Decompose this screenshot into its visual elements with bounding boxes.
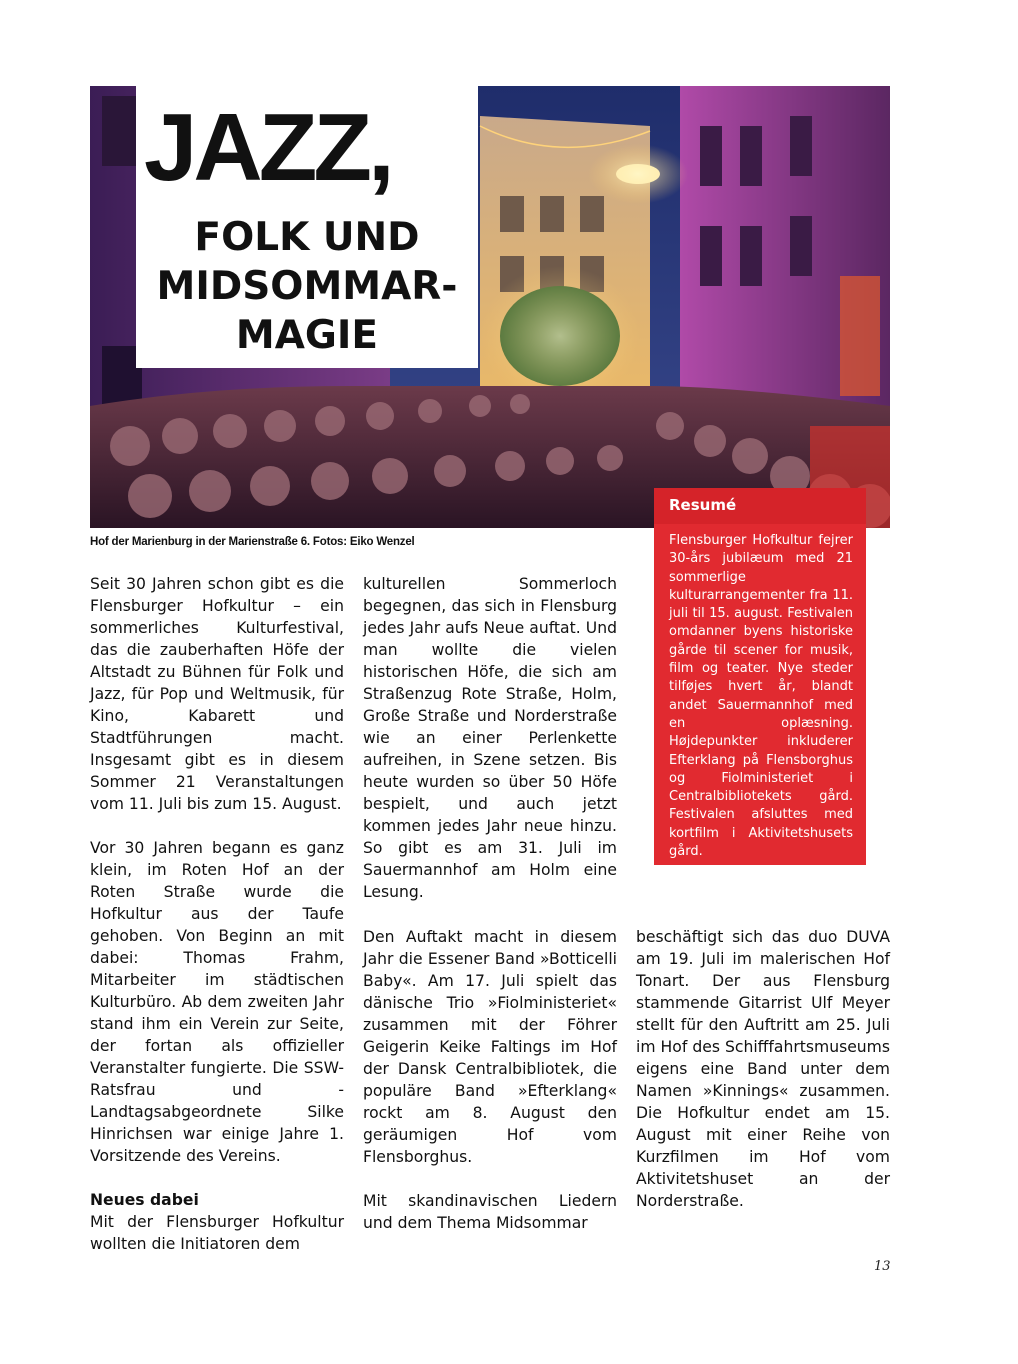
article-column-3: [363, 926, 617, 1234]
headline-sub: [136, 213, 478, 360]
paragraph: beschäftigt sich das duo DUVA am 19. Juli im malerischen Hof Tonart. Der aus Flensburg stammende Gitarrist Ulf Meyer stellt für den Auftritt am 25. Juli im Hof des Schifffahrtsmuseums eigens eine Band unter dem Namen »Kinnings« zusammen. Die Hofkultur endet am 15. August mit einer Reihe von Kurzfilmen im Hof vom Aktivitetshuset an der Norderstraße.: [636, 928, 890, 1210]
subheading: Neues dabei: [90, 1191, 199, 1209]
headline-line2: FOLK UND: [194, 215, 420, 260]
article-column-2: [363, 573, 617, 903]
headline-line3: MIDSOMMAR-: [156, 264, 458, 309]
paragraph: Vor 30 Jahren begann es ganz klein, im Roten Hof an der Roten Straße wurde die Hofkultur aus der Taufe gehoben. Von Beginn an mit dabei: Thomas Frahm, Mitarbeiter im städtischen Kulturbüro. Ab dem zweiten Jahr stand ihm ein Verein zur Seite, der fortan als offizieller Veranstalter fungierte. Die SSW-Ratsfrau und -Landtagsabgeordnete Silke Hinrichsen war einige Jahre 1. Vorsitzende des Vereins.: [90, 839, 344, 1165]
page-number: 13: [874, 1259, 891, 1274]
headline-line4: MAGIE: [235, 313, 379, 358]
resume-title: Resumé: [669, 496, 737, 514]
paragraph: Den Auftakt macht in diesem Jahr die Essener Band »Botticelli Baby«. Am 17. Juli spielt das dänische Trio »Fiolministeriet« zusammen mit der Föhrer Geigerin Keike Faltings im Hof der Dansk Centralbibliotek, die populäre Band »Efterklang« rockt am 8. August den geräumigen Hof vom Flensborghus.: [363, 928, 617, 1166]
headline-main: JAZZ,: [144, 94, 391, 201]
resume-text: Flensburger Hofkultur fejrer 30-års jubilæum med 21 sommerlige kulturarrangementer fra 11. juli til 15. august. Festivalen omdanner byens historiske gårde til scener for musik, film og teater. Nye steder tilføjes hvert år, blandt andet Sauermannhof med en oplæsning. Højdepunkter inkluderer Efterklang på Flensborghus og Fiolministeriet i Centralbibliotekets gård. Festivalen afsluttes med kortfilm i Aktivitetshusets gård.: [669, 533, 853, 860]
paragraph: kulturellen Sommerloch begegnen, das sich in Flensburg jedes Jahr aufs Neue auftat. Und man wollte die vielen historischen Höfe, die sich am Straßenzug Rote Straße, Holm, Große Straße und Norderstraße wie an einer Perlenkette aufreihen, in Szene setzen. Bis heute wurden so über 50 Höfe bespielt, und auch jetzt kommen jedes Jahr neue hinzu. So gibt es am 31. Juli im Sauermannhof am Holm eine Lesung.: [363, 575, 617, 901]
resume-box: [654, 488, 866, 865]
paragraph: Mit der Flensburger Hofkultur wollten die Initiatoren dem: [90, 1213, 344, 1253]
article-column-4: [636, 926, 890, 1212]
photo-caption: Hof der Marienburg in der Marienstraße 6. Fotos: Eiko Wenzel: [90, 536, 415, 548]
paragraph: Seit 30 Jahren schon gibt es die Flensburger Hofkultur – ein sommerliches Kulturfestival, das die zauberhaften Höfe der Altstadt zu Bühnen für Folk und Jazz, für Pop und Weltmusik, für Kino, Kabarett und Stadtführungen macht. Insgesamt gibt es in diesem Sommer 21 Veranstaltungen vom 11. Juli bis zum 15. August.: [90, 575, 344, 813]
article-column-1: [90, 573, 344, 1255]
paragraph: Mit skandinavischen Liedern und dem Thema Midsommar: [363, 1192, 617, 1232]
